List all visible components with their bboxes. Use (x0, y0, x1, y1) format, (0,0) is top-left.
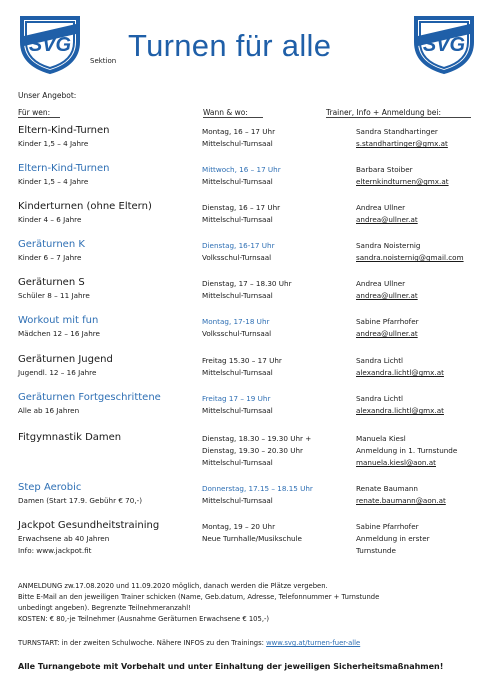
offer-email-link[interactable]: elternkindturnen@gmx.at (356, 177, 449, 186)
offer-time: Montag, 19 – 20 Uhr (202, 522, 276, 531)
offer-time: Montag, 16 – 17 Uhr (202, 127, 276, 136)
offer-location: Volksschul-Turnsaal (202, 253, 272, 262)
offer-location: Neue Turnhalle/Musikschule (202, 534, 302, 543)
offer-trainer: Sandra Standhartinger (356, 127, 438, 136)
offer-audience: Erwachsene ab 40 Jahren (18, 534, 110, 543)
offer-name: Geräturnen Fortgeschrittene (18, 392, 161, 403)
svg-text:SVG: SVG (422, 34, 466, 56)
svg-text:SVG: SVG (28, 34, 72, 56)
offer-email-link[interactable]: andrea@ullner.at (356, 291, 418, 300)
offer-name: Geräturnen Jugend (18, 354, 113, 365)
offer-name: Workout mit fun (18, 315, 99, 326)
offer-name: Eltern-Kind-Turnen (18, 125, 110, 136)
turnstart-info (18, 639, 360, 647)
offer-name: Fitgymnastik Damen (18, 432, 122, 443)
offer-location: Mittelschul-Turnsaal (202, 496, 273, 505)
offer-trainer: Sabine Pfarrhofer (356, 522, 419, 531)
offer-time: Dienstag, 16-17 Uhr (202, 241, 275, 250)
column-header-for-whom: Für wen: (18, 108, 51, 117)
header-underline (326, 117, 471, 118)
offer-trainer: Andrea Ullner (356, 203, 406, 212)
offer-trainer: Renate Baumann (356, 484, 418, 493)
disclaimer: Alle Turnangebote mit Vorbehalt und unter Einhaltung der jeweiligen Sicherheitsmaßnahmen! (18, 662, 444, 671)
offer-trainer-note: Anmeldung in 1. Turnstunde (356, 446, 458, 455)
offer-name: Step Aerobic (18, 482, 82, 493)
offer-location: Mittelschul-Turnsaal (202, 177, 273, 186)
offer-time: Dienstag, 16 – 17 Uhr (202, 203, 281, 212)
offer-time: Mittwoch, 16 – 17 Uhr (202, 165, 281, 174)
offer-location: Mittelschul-Turnsaal (202, 406, 273, 415)
offer-name: Jackpot Gesundheitstraining (18, 520, 160, 531)
offer-time: Freitag 15.30 – 17 Uhr (202, 356, 282, 365)
offer-trainer-note: Anmeldung in erster (356, 534, 430, 543)
offer-email-link[interactable]: andrea@ullner.at (356, 215, 418, 224)
svg-club-logo-left (18, 12, 82, 76)
turnstart-text: TURNSTART: in der zweiten Schulwoche. Nähere INFOS zu den Trainings: (18, 639, 267, 647)
offer-email-link[interactable]: sandra.noisternig@gmail.com (356, 253, 464, 262)
offer-trainer: Sabine Pfarrhofer (356, 317, 419, 326)
page-title: Turnen für alle (128, 28, 332, 63)
offer-time: Dienstag, 18.30 – 19.30 Uhr + (202, 434, 312, 443)
intro-text: Unser Angebot: (18, 91, 77, 100)
offer-audience: Kinder 1,5 – 4 Jahre (18, 177, 89, 186)
offer-audience: Schüler 8 – 11 Jahre (18, 291, 90, 300)
registration-instructions: Bitte E-Mail an den jeweiligen Trainer schicken (Name, Geb.datum, Adresse, Telefonnummer + Turnstunde (18, 593, 380, 601)
registration-instructions-2: unbedingt angeben). Begrenzte Teilnehmeranzahl! (18, 604, 191, 612)
offer-location: Mittelschul-Turnsaal (202, 291, 273, 300)
offer-audience: Alle ab 16 Jahren (18, 406, 80, 415)
offer-time-2: Dienstag, 19.30 – 20.30 Uhr (202, 446, 303, 455)
offer-audience: Kinder 1,5 – 4 Jahre (18, 139, 89, 148)
offer-location: Mittelschul-Turnsaal (202, 139, 273, 148)
offer-trainer: Andrea Ullner (356, 279, 406, 288)
offer-trainer: Sandra Lichtl (356, 356, 404, 365)
offer-email-link[interactable]: manuela.kiesl@aon.at (356, 458, 436, 467)
offer-audience: Damen (Start 17.9. Gebühr € 70,-) (18, 496, 143, 505)
offer-trainer-note-2: Turnstunde (356, 546, 396, 555)
offer-location: Mittelschul-Turnsaal (202, 215, 273, 224)
offer-time: Freitag 17 – 19 Uhr (202, 394, 271, 403)
svg-club-logo-right (412, 12, 476, 76)
offer-trainer: Sandra Lichtl (356, 394, 404, 403)
offer-email-link[interactable]: andrea@ullner.at (356, 329, 418, 338)
header-underline (203, 117, 263, 118)
offer-email-link[interactable]: alexandra.lichtl@gmx.at (356, 368, 444, 377)
website-link[interactable]: www.svg.at/turnen-fuer-alle (266, 639, 361, 647)
offer-name: Geräturnen K (18, 239, 85, 250)
offer-trainer: Manuela Kiesl (356, 434, 406, 443)
offer-time: Dienstag, 17 – 18.30 Uhr (202, 279, 292, 288)
offer-email-link[interactable]: alexandra.lichtl@gmx.at (356, 406, 444, 415)
offer-name: Kinderturnen (ohne Eltern) (18, 201, 152, 212)
offer-trainer: Sandra Noisternig (356, 241, 421, 250)
offer-email-link[interactable]: s.standhartinger@gmx.at (356, 139, 448, 148)
registration-info: ANMELDUNG zw.17.08.2020 und 11.09.2020 möglich, danach werden die Plätze vergeben. (18, 582, 328, 590)
column-header-trainer: Trainer, Info + Anmeldung bei: (326, 108, 441, 117)
offer-audience: Kinder 4 – 6 Jahre (18, 215, 82, 224)
offer-email-link[interactable]: renate.baumann@aon.at (356, 496, 446, 505)
offer-name: Eltern-Kind-Turnen (18, 163, 110, 174)
header-underline (18, 117, 60, 118)
offer-audience: Mädchen 12 – 16 Jahre (18, 329, 100, 338)
section-label: Sektion (90, 57, 117, 65)
column-header-when-where: Wann & wo: (203, 108, 248, 117)
offer-time: Donnerstag, 17.15 – 18.15 Uhr (202, 484, 313, 493)
offer-trainer: Barbara Stoiber (356, 165, 413, 174)
offer-location: Mittelschul-Turnsaal (202, 368, 273, 377)
offer-audience: Kinder 6 – 7 Jahre (18, 253, 82, 262)
offer-location: Mittelschul-Turnsaal (202, 458, 273, 467)
offer-location: Volksschul-Turnsaal (202, 329, 272, 338)
offer-name: Geräturnen S (18, 277, 85, 288)
offer-info: Info: www.jackpot.fit (18, 546, 92, 555)
offer-audience: Jugendl. 12 – 16 Jahre (18, 368, 97, 377)
costs-info: KOSTEN: € 80,-je Teilnehmer (Ausnahme Geräturnen Erwachsene € 105,-) (18, 615, 270, 623)
offer-time: Montag, 17-18 Uhr (202, 317, 270, 326)
